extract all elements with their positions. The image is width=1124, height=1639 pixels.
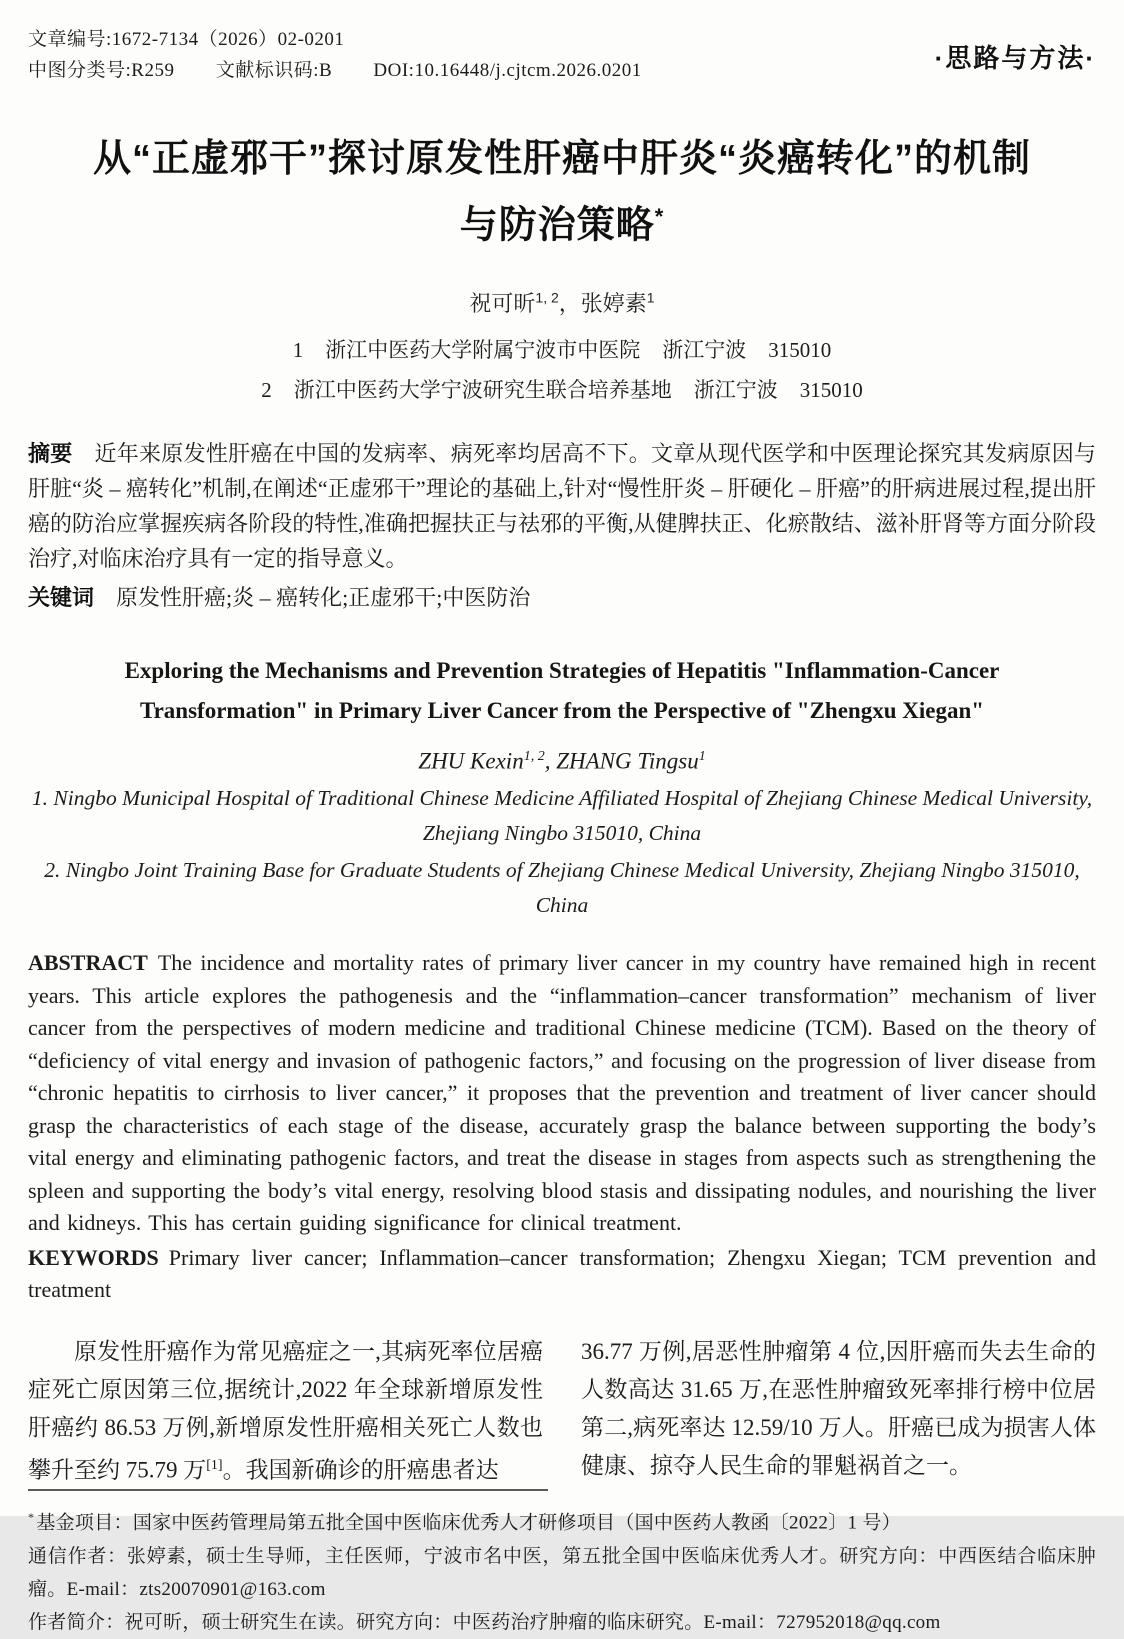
footnote-fund-text: 基金项目：国家中医药管理局第五批全国中医临床优秀人才研修项目（国中医药人教函〔2022〕1 号） xyxy=(36,1512,901,1534)
abstract-cn-label: 摘要 xyxy=(28,440,73,466)
journal-header xyxy=(28,24,1096,86)
affiliation-cn-1-city: 浙江宁波 xyxy=(662,337,747,362)
affiliation-cn-1-zip: 315010 xyxy=(768,337,832,362)
title-en-line1: Exploring the Mechanisms and Prevention Strategies of Hepatitis "Inflammation-Cancer xyxy=(124,657,1000,683)
authors-cn xyxy=(28,287,1096,318)
article-meta xyxy=(28,24,642,86)
abstract-cn-text: 近年来原发性肝癌在中国的发病率、病死率均居高不下。文章从现代医学和中医理论探究其发病原因与肝脏“炎 – 癌转化”机制,在阐述“正虚邪干”理论的基础上,针对“慢性肝炎 – 肝硬化 – 肝癌”的肝病进展过程,提出肝癌的防治应掌握疾病各阶段的特性,准确把握扶正与祛邪的平衡,从健脾扶正、化瘀散结、滋补肝肾等方面分阶段治疗,对临床治疗具有一定的指导意义。 xyxy=(28,440,1096,571)
affiliation-cn-2-num: 2 xyxy=(261,377,272,402)
footnote-fund xyxy=(28,1501,1096,1539)
doi: DOI:10.16448/j.cjtcm.2026.0201 xyxy=(373,60,642,81)
affiliation-cn-1-org: 浙江中医药大学附属宁波市中医院 xyxy=(325,337,641,362)
authors-cn-separator: ， xyxy=(558,290,581,316)
body-column-left xyxy=(28,1333,543,1490)
abstract-en-label: ABSTRACT xyxy=(28,950,148,976)
affiliation-cn-1 xyxy=(28,330,1096,370)
keywords-cn-label: 关键词 xyxy=(28,584,95,610)
keywords-en xyxy=(28,1242,1096,1307)
title-en-line2: Transformation" in Primary Liver Cancer from the Perspective of "Zhengxu Xiegan" xyxy=(139,697,985,723)
authors-en xyxy=(28,739,1096,780)
authors-en-separator: , xyxy=(544,748,557,774)
author-cn-2: 张婷素 xyxy=(580,290,647,316)
keywords-en-text: Primary liver cancer; Inflammation–cancer transformation; Zhengxu Xiegan; TCM prevention and treatment xyxy=(28,1244,1096,1303)
author-cn-1: 祝可昕 xyxy=(469,290,536,316)
citation-1: [1] xyxy=(206,1457,223,1473)
footnote-section xyxy=(28,1489,1096,1638)
abstract-en xyxy=(28,947,1096,1240)
body-paragraph-right: 36.77 万例,居恶性肿瘤第 4 位,因肝癌而失去生命的人数高达 31.65 万,在恶性肿瘤致死率排行榜中位居第二,病死率达 12.59/10 万人。肝癌已成为损害人体健康、掠夺人民生命的罪魁祸首之一。 xyxy=(581,1338,1096,1478)
body-column-right xyxy=(581,1333,1096,1490)
affiliation-en-1: 1. Ningbo Municipal Hospital of Traditional Chinese Medicine Affiliated Hospital of Zhejiang Chinese Medical University, Zhejiang Ningbo 315010, China xyxy=(31,786,1093,846)
article-title-cn xyxy=(28,130,1096,255)
article-title-en xyxy=(28,651,1096,731)
author-cn-2-sup: 1 xyxy=(646,289,655,306)
affiliation-cn-2-zip: 315010 xyxy=(799,377,863,402)
abstract-en-text: The incidence and mortality rates of primary liver cancer in my country have remained high in recent years. This article explores the pathogenesis and the “inflammation–cancer transformation” mechanism of liver cancer from the perspectives of modern medicine and traditional Chinese medicine (TCM). Based on the theory of “deficiency of vital energy and invasion of pathogenic factors,” and focusing on the progression of liver disease from “chronic hepatitis to cirrhosis to liver cancer,” it proposes that the prevention and treatment of liver cancer should grasp the characteristics of each stage of the disease, accurately grasp the balance between supporting the body’s vital energy and eliminating pathogenic factors, and treat the disease in stages from aspects such as strengthening the spleen and supporting the body’s vital energy, resolving blood stasis and dissipating nodules, and nourishing the liver and kidneys. This has certain guiding significance for clinical treatment. xyxy=(28,950,1096,1236)
footnote-corresponding-author: 通信作者：张婷素，硕士生导师，主任医师，宁波市名中医，第五批全国中医临床优秀人才。研究方向：中西医结合临床肿瘤。E-mail：zts20070901@163.com xyxy=(28,1545,1096,1600)
affiliation-en-2: 2. Ningbo Joint Training Base for Graduate Students of Zhejiang Chinese Medical University, Zhejiang Ningbo 315010, China xyxy=(44,858,1080,918)
meta-line-2 xyxy=(28,55,642,86)
title-cn-line1: 从“正虚邪干”探讨原发性肝癌中肝炎“炎癌转化”的机制 xyxy=(92,138,1031,180)
keywords-cn-text: 原发性肝癌;炎 – 癌转化;正虚邪干;中医防治 xyxy=(116,584,531,610)
footnote-rule xyxy=(28,1489,548,1491)
keywords-cn xyxy=(28,580,1096,615)
body-left-text: 原发性肝癌作为常见癌症之一,其病死率位居癌症死亡原因第三位,据统计,2022 年全球新增原发性肝癌约 86.53 万例,新增原发性肝癌相关死亡人数也攀升至约 75.79 万 xyxy=(28,1338,543,1483)
author-en-1-sup: 1, 2 xyxy=(523,748,545,764)
author-en-2-sup: 1 xyxy=(698,748,706,764)
footnote-fund-mark: * xyxy=(28,1510,35,1525)
article-number: 文章编号:1672-7134（2026）02-0201 xyxy=(28,29,345,50)
abstract-cn xyxy=(28,436,1096,576)
author-en-2: ZHANG Tingsu xyxy=(556,748,699,774)
title-footnote-mark: * xyxy=(654,204,665,229)
affiliation-cn-1-num: 1 xyxy=(292,337,304,362)
affiliation-cn-2-org: 浙江中医药大学宁波研究生联合培养基地 xyxy=(293,377,672,402)
body-left-text-cont: 。我国新确诊的肝癌患者达 xyxy=(222,1457,499,1483)
affiliation-cn-2 xyxy=(28,370,1096,410)
document-code: 文献标识码:B xyxy=(215,60,333,81)
footnote-author-bio: 作者简介：祝可昕，硕士研究生在读。研究方向：中医药治疗肿瘤的临床研究。E-mail：727952018@qq.com xyxy=(28,1611,941,1633)
title-cn-line2: 与防治策略 xyxy=(459,204,655,247)
affiliations-cn xyxy=(28,330,1096,410)
affiliation-cn-2-city: 浙江宁波 xyxy=(693,377,778,402)
column-tag: ·思路与方法· xyxy=(934,43,1096,73)
keywords-en-label: KEYWORDS xyxy=(28,1244,159,1270)
author-cn-1-sup: 1, 2 xyxy=(535,289,559,306)
body-paragraph-left xyxy=(28,1333,543,1490)
author-en-1: ZHU Kexin xyxy=(418,748,524,774)
body-columns xyxy=(28,1333,1096,1490)
clc-number: 中图分类号:R259 xyxy=(28,60,175,81)
